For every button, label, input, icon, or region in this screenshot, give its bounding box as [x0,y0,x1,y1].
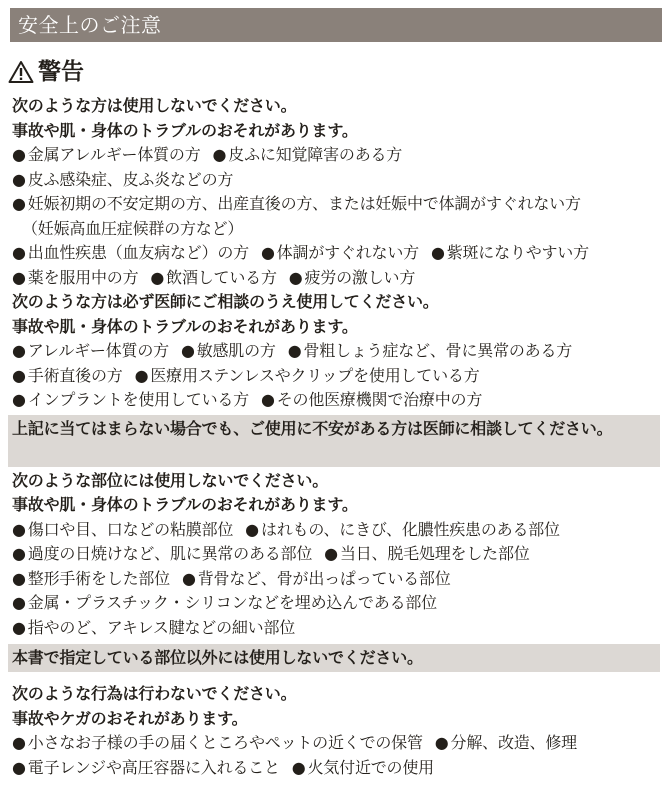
list-row [12,241,662,266]
list-item: ● はれもの、にきび、化膿性疾患のある部位 [245,518,560,543]
section-header [10,8,662,42]
section-heading: 次のような行為は行わないでください。 [12,684,297,703]
list-item: ● その他医療機関で治療中の方 [261,388,482,413]
section-header-title: 安全上のご注意 [18,13,162,37]
section-subheading: 事故や肌・身体のトラブルのおそれがあります。 [12,120,358,140]
list-item: ● 手術直後の方 [12,364,123,389]
list-item: ● 骨粗しょう症など、骨に異常のある方 [288,339,572,364]
list-row [12,192,662,217]
warning-heading [8,56,84,88]
list-item: ● 敏感肌の方 [181,339,276,364]
list-item: ● 火気付近での使用 [292,756,434,781]
list-row [12,731,662,756]
list-row [12,567,662,592]
list-item: ● アレルギー体質の方 [12,339,169,364]
list-row [12,542,662,567]
list-item: ● 小さなお子様の手の届くところやペットの近くでの保管 [12,731,423,756]
list-item: ● 傷口や目、口などの粘膜部位 [12,518,233,543]
list-item: ● 妊娠初期の不安定期の方、出産直後の方、または妊娠中で体調がすぐれない方 [12,192,581,217]
warning-title: 警告 [38,59,84,85]
list-item: ● 金属アレルギー体質の方 [12,143,201,168]
warning-triangle-icon [8,60,34,84]
list-item: ● 過度の日焼けなど、肌に異常のある部位 [12,542,312,567]
list-item: ● 医療用ステンレスやクリップを使用している方 [135,364,480,389]
highlight-note: 上記に当てはまらない場合でも、ご使用に不安がある方は医師に相談してください。 [8,415,660,467]
list-item: ● 金属・プラスチック・シリコンなどを埋め込んである部位 [12,591,437,616]
list-row [12,591,662,616]
list-item: ● 薬を服用中の方 [12,266,138,291]
section-subheading: 事故や肌・身体のトラブルのおそれがあります。 [12,495,358,514]
section-subheading: 事故や肌・身体のトラブルのおそれがあります。 [12,316,358,336]
list-item: ● 指やのど、アキレス腱などの細い部位 [12,616,295,641]
highlight-note: 本書で指定している部位以外には使用しないでください。 [8,644,660,672]
list-item: ● 皮ふ感染症、皮ふ炎などの方 [12,168,233,193]
warning-content [12,94,662,780]
list-row [12,756,662,781]
list-item: ● インプラントを使用している方 [12,388,249,413]
list-item: ● 出血性疾患（血友病など）の方 [12,241,249,266]
list-item: ● 体調がすぐれない方 [261,241,419,266]
list-row [12,143,662,168]
list-item: ● 分解、改造、修理 [435,731,577,756]
list-row [12,518,662,543]
list-item: ● 飲酒している方 [150,266,276,291]
list-row [12,339,662,364]
list-item: ● 整形手術をした部位 [12,567,170,592]
section-heading: 次のような方は使用しないでください。 [12,96,297,115]
section-heading: 次のような方は必ず医師にご相談のうえ使用してください。 [12,292,439,311]
list-item-continuation: （妊娠高血圧症候群の方など） [22,218,244,238]
section-subheading: 事故やケガのおそれがあります。 [12,708,248,728]
list-item: ● 当日、脱毛処理をした部位 [324,542,529,567]
section-heading: 次のような部位には使用しないでください。 [12,470,329,490]
list-item: ● 電子レンジや高圧容器に入れること [12,756,280,781]
list-row [12,388,662,413]
list-item: ● 紫斑になりやすい方 [431,241,589,266]
list-item: ● 皮ふに知覚障害のある方 [213,143,403,168]
list-row [12,616,662,641]
list-row [12,266,662,291]
list-item: ● 背骨など、骨が出っぱっている部位 [182,567,451,592]
list-item: ● 疲労の激しい方 [289,266,415,291]
list-row [12,364,662,389]
list-row [12,168,662,193]
